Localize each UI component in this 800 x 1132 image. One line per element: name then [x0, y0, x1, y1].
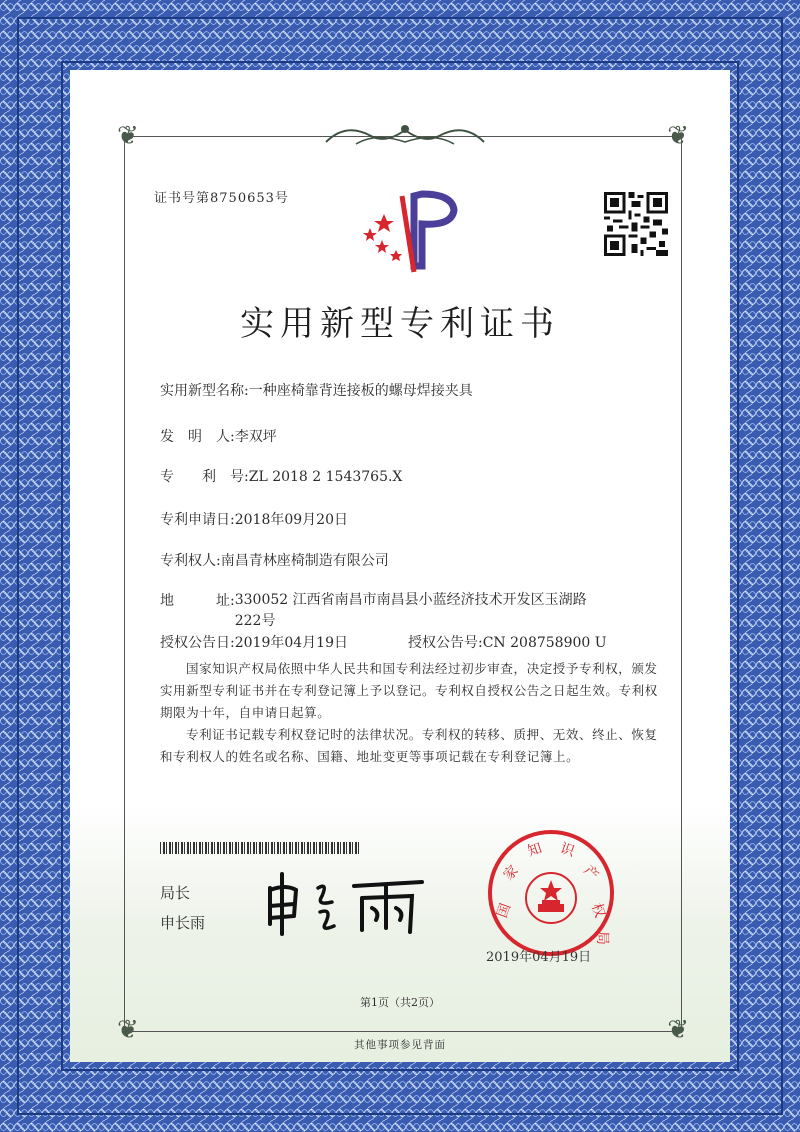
- svg-text:局: 局: [594, 931, 610, 945]
- back-note: 其他事项参见背面: [354, 1039, 446, 1051]
- barcode: [160, 842, 360, 854]
- field-label: 授权公告日:: [160, 635, 235, 651]
- field-value: 330052 江西省南昌市南昌县小蓝经济技术开发区玉湖路222号: [234, 592, 587, 629]
- svg-text:家: 家: [500, 862, 522, 884]
- field-label: 发 明 人:: [160, 429, 235, 445]
- address-row: [160, 590, 595, 632]
- signature-icon: [262, 868, 432, 938]
- field-value: 一种座椅靠背连接板的螺母焊接夹具: [248, 383, 473, 399]
- field-value: 2018年09月20日: [234, 512, 348, 528]
- body-paragraph: 专利证书记载专利权登记时的法律状况。专利权的转移、质押、无效、终止、恢复和专利权人的姓名或名称、国籍、地址变更等事项记载在专利登记簿上。: [160, 727, 658, 764]
- patentee-row: [160, 550, 389, 570]
- corner-ornament-icon: ❦: [667, 1015, 689, 1045]
- field-value: 2019年04月19日: [234, 635, 348, 651]
- inventor-row: [160, 426, 277, 446]
- patent-number-row: [160, 466, 402, 486]
- corner-ornament-icon: ❦: [117, 121, 139, 151]
- field-label: 授权公告号:: [408, 635, 483, 651]
- field-label: 实用新型名称:: [160, 383, 249, 399]
- corner-ornament-icon: ❦: [117, 1015, 139, 1045]
- seal-date: 2019年04月19日: [486, 950, 592, 965]
- top-ornament-icon: [316, 120, 494, 150]
- field-label: 专利申请日:: [160, 512, 235, 528]
- svg-text:产: 产: [580, 862, 602, 884]
- svg-text:权: 权: [587, 901, 608, 920]
- svg-text:知: 知: [525, 840, 544, 860]
- body-paragraph: 国家知识产权局依照中华人民共和国专利法经过初步审查，决定授予专利权，颁发实用新型专利证书并在专利登记簿上予以登记。专利权自授权公告之日起生效。专利权期限为十年，自申请日起算。: [160, 661, 658, 720]
- field-label: 专利权人:: [160, 553, 221, 569]
- svg-text:识: 识: [558, 840, 577, 860]
- patent-emblem-icon: [356, 184, 466, 274]
- field-label: 地 址:: [160, 593, 235, 609]
- svg-text:国: 国: [494, 901, 515, 920]
- field-value: 南昌青林座椅制造有限公司: [220, 553, 389, 569]
- field-label: 专 利 号:: [160, 469, 249, 485]
- qr-code-icon: [604, 192, 668, 256]
- grant-date-row: [160, 632, 348, 652]
- director-name: 申长雨: [160, 914, 206, 932]
- page-info: 第1页（共2页）: [360, 996, 440, 1009]
- certificate-number: 证书号第8750653号: [154, 191, 289, 206]
- official-seal-icon: [486, 828, 616, 958]
- utility-model-name-row: [160, 380, 473, 400]
- corner-ornament-icon: ❦: [667, 121, 689, 151]
- director-title: 局长: [160, 884, 191, 902]
- field-value: 李双坪: [234, 429, 277, 445]
- national-emblem-icon: [526, 873, 576, 923]
- field-value: CN 208758900 U: [482, 635, 607, 651]
- filing-date-row: [160, 509, 348, 529]
- field-value: ZL 2018 2 1543765.X: [248, 469, 403, 485]
- grant-number-row: [408, 632, 607, 652]
- certificate-title: 实用新型专利证书: [240, 304, 560, 344]
